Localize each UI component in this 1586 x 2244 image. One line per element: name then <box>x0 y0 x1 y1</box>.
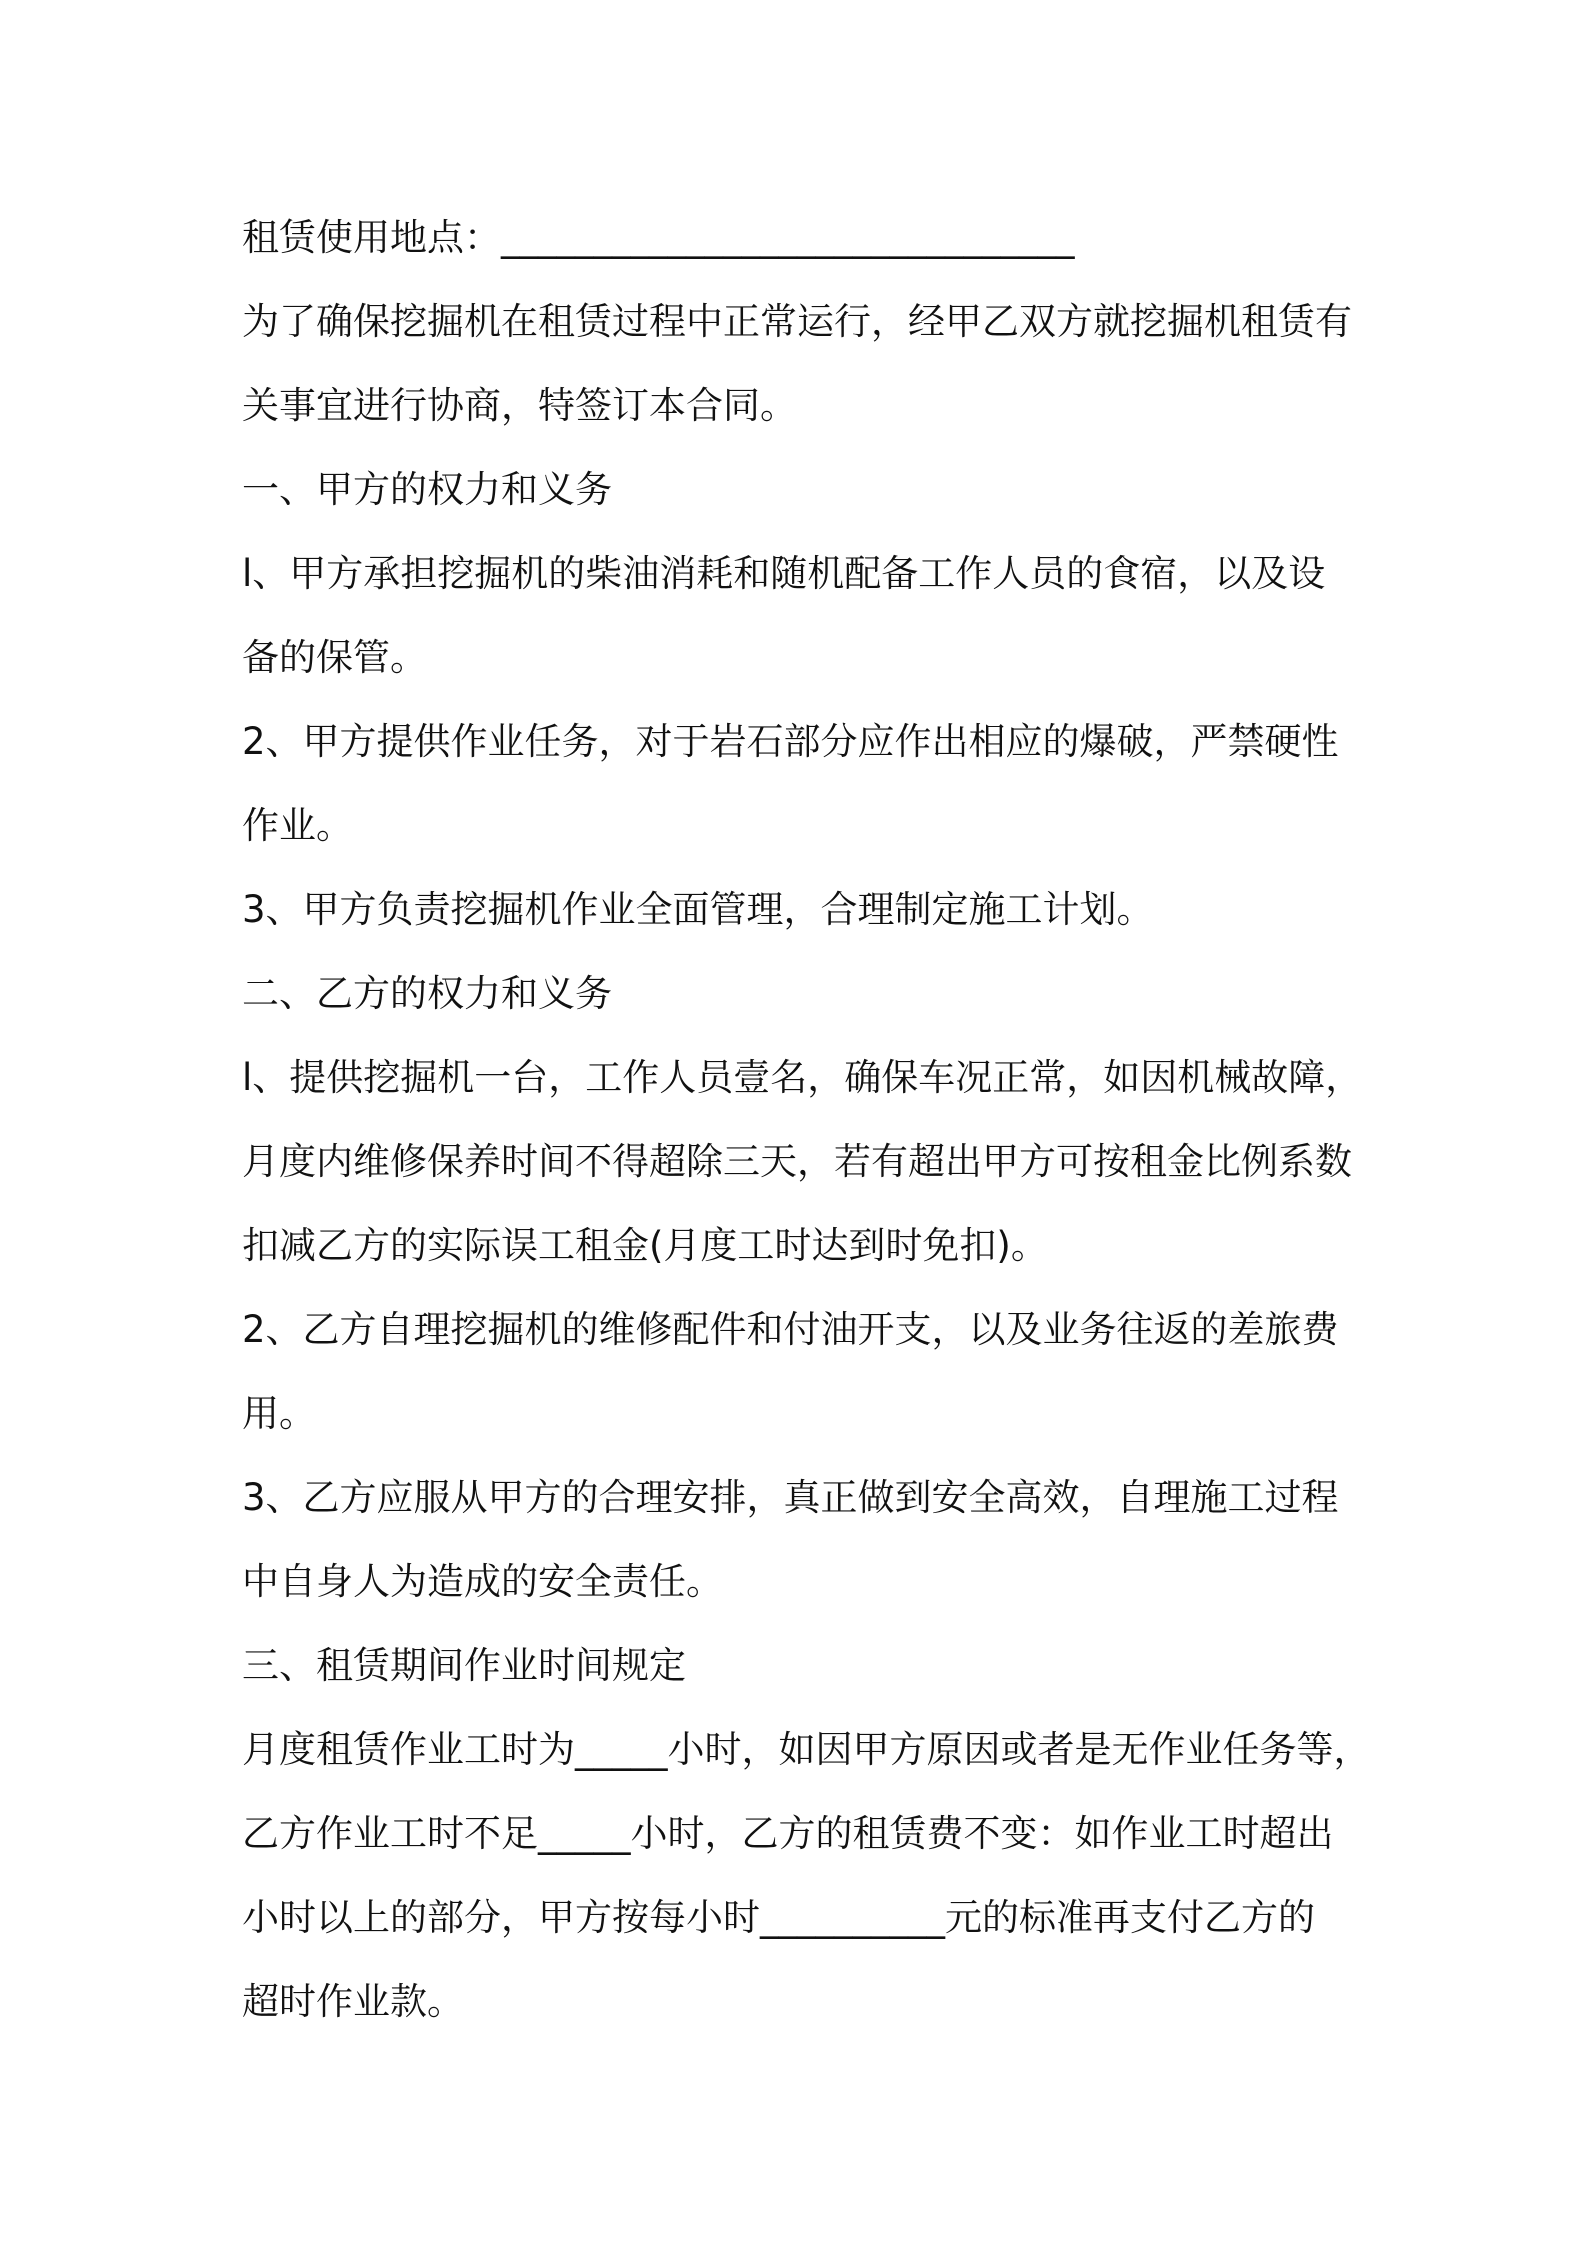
section-heading-party-a: 一、甲方的权力和义务 <box>242 468 612 511</box>
party-a-clause-3: 3、甲方负责挖掘机作业全面管理，合理制定施工计划。 <box>242 888 1154 931</box>
party-a-clause-2-line-1: 2、甲方提供作业任务，对于岩石部分应作出相应的爆破，严禁硬性 <box>242 720 1339 763</box>
section-heading-work-hours: 三、租赁期间作业时间规定 <box>242 1644 686 1687</box>
party-b-clause-3-line-1: 3、乙方应服从甲方的合理安排，真正做到安全高效，自理施工过程 <box>242 1476 1339 1519</box>
section-heading-party-b: 二、乙方的权力和义务 <box>242 972 612 1015</box>
party-b-clause-3-line-2: 中自身人为造成的安全责任。 <box>242 1560 723 1603</box>
work-hours-line-1: 月度租赁作业工时为_____小时，如因甲方原因或者是无作业任务等， <box>242 1728 1371 1771</box>
party-a-clause-2-line-2: 作业。 <box>242 804 353 847</box>
party-b-clause-2-line-1: 2、乙方自理挖掘机的维修配件和付油开支，以及业务往返的差旅费 <box>242 1308 1339 1351</box>
party-b-clause-2-line-2: 用。 <box>242 1392 316 1435</box>
work-hours-line-2: 乙方作业工时不足_____小时，乙方的租赁费不变：如作业工时超出 <box>242 1812 1334 1855</box>
party-a-clause-1-line-1: l、甲方承担挖掘机的柴油消耗和随机配备工作人员的食宿，以及设 <box>242 552 1326 595</box>
party-b-clause-1-line-3: 扣减乙方的实际误工租金(月度工时达到时免扣)。 <box>242 1224 1048 1267</box>
party-a-clause-1-line-2: 备的保管。 <box>242 636 427 679</box>
party-b-clause-1-line-1: l、提供挖掘机一台，工作人员壹名，确保车况正常，如因机械故障， <box>242 1056 1363 1099</box>
work-hours-line-4: 超时作业款。 <box>242 1980 464 2023</box>
work-hours-line-3: 小时以上的部分，甲方按每小时__________元的标准再支付乙方的 <box>242 1896 1315 1939</box>
document-body <box>242 196 1372 2044</box>
party-b-clause-1-line-2: 月度内维修保养时间不得超除三天，若有超出甲方可按租金比例系数 <box>242 1140 1352 1183</box>
preamble-line-1: 为了确保挖掘机在租赁过程中正常运行，经甲乙双方就挖掘机租赁有 <box>242 300 1352 343</box>
rental-location-line: 租赁使用地点：_______________________________ <box>242 216 1075 259</box>
preamble-line-2: 关事宜进行协商，特签订本合同。 <box>242 384 797 427</box>
